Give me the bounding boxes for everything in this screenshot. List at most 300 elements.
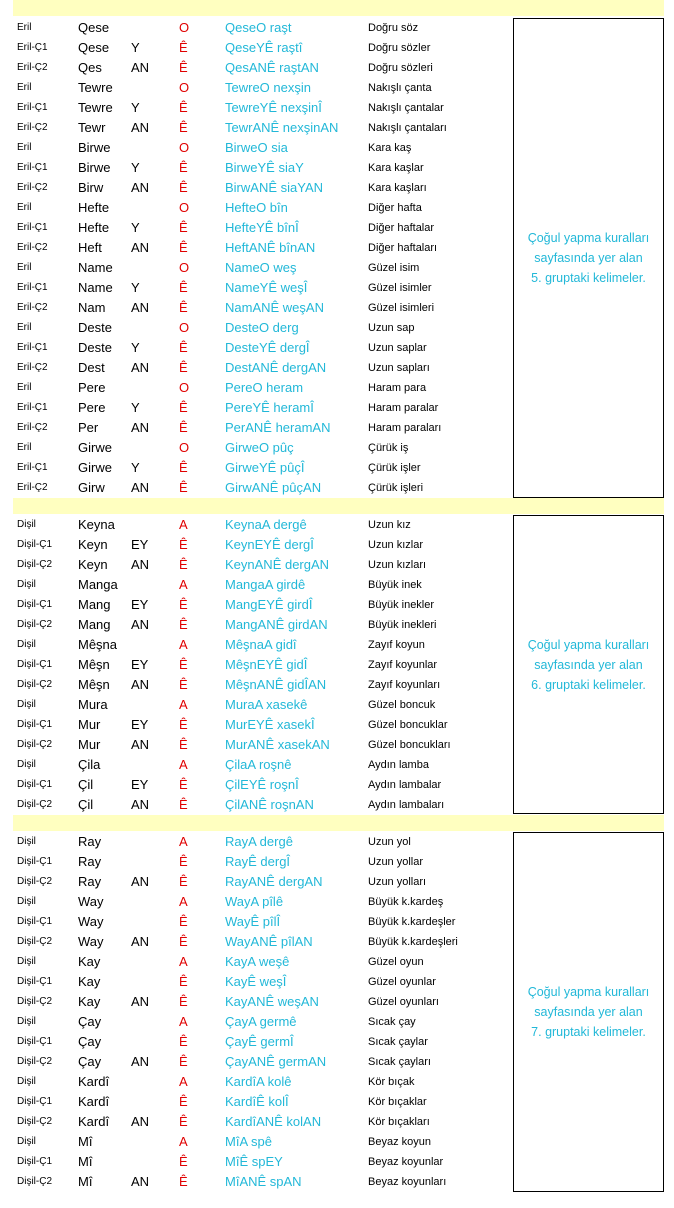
ending-cell: Ê [179,677,188,692]
turkish-translation-cell: Nakışlı çantalar [368,102,444,114]
turkish-translation-cell: Kara kaşları [368,182,427,194]
stem-cell: Mêşn [78,677,110,692]
turkish-translation-cell: Büyük inekleri [368,619,437,631]
stem-cell: Kay [78,954,101,969]
separator-band [13,815,664,831]
category-cell: Dişil [17,699,36,710]
table-row [0,1092,510,1112]
table-row [0,1172,510,1192]
category-cell: Eril-Ç2 [17,62,48,73]
ending-cell: A [179,697,188,712]
turkish-translation-cell: Kara kaşlar [368,162,424,174]
stem-cell: Çay [78,1054,102,1069]
table-row [0,655,510,675]
stem-cell: Way [78,894,104,909]
ending-cell: Ê [179,1154,188,1169]
table-row [0,972,510,992]
table-row [0,715,510,735]
kurdish-phrase-cell: KardîA kolê [225,1074,292,1089]
kurdish-phrase-cell: KeynEYÊ dergÎ [225,537,314,552]
category-cell: Eril-Ç2 [17,122,48,133]
suffix-cell: EY [131,537,149,552]
table-row [0,852,510,872]
turkish-translation-cell: Doğru sözleri [368,62,433,74]
category-cell: Eril [17,322,32,333]
kurdish-phrase-cell: ÇayA germê [225,1014,297,1029]
turkish-translation-cell: Büyük k.kardeşleri [368,936,458,948]
turkish-translation-cell: Uzun saplar [368,342,427,354]
category-cell: Dişil-Ç1 [17,659,52,670]
table-row [0,832,510,852]
turkish-translation-cell: Güzel boncuklar [368,719,448,731]
turkish-translation-cell: Uzun sapları [368,362,430,374]
turkish-translation-cell: Beyaz koyunları [368,1176,447,1188]
stem-cell: Way [78,934,104,949]
kurdish-phrase-cell: RayA dergê [225,834,293,849]
ending-cell: Ê [179,120,188,135]
kurdish-phrase-cell: BirwANÊ siaYAN [225,180,324,195]
stem-cell: Deste [78,320,112,335]
turkish-translation-cell: Aydın lambaları [368,799,445,811]
stem-cell: Mî [78,1174,93,1189]
stem-cell: Ray [78,834,102,849]
category-cell: Eril-Ç1 [17,102,48,113]
turkish-translation-cell: Uzun sap [368,322,415,334]
ending-cell: Ê [179,60,188,75]
turkish-translation-cell: Nakışlı çantaları [368,122,447,134]
table-row [0,952,510,972]
suffix-cell: AN [131,677,150,692]
table-row [0,1052,510,1072]
kurdish-phrase-cell: TewreO nexşin [225,80,311,95]
ending-cell: O [179,200,190,215]
kurdish-phrase-cell: MuraA xasekê [225,697,308,712]
stem-cell: Kay [78,994,101,1009]
stem-cell: Hefte [78,200,110,215]
table-row [0,992,510,1012]
table-row [0,535,510,555]
kurdish-phrase-cell: TewrANÊ nexşinAN [225,120,339,135]
category-cell: Dişil-Ç2 [17,679,52,690]
separator-band [13,498,664,514]
category-cell: Eril [17,202,32,213]
turkish-translation-cell: Güzel oyunları [368,996,439,1008]
turkish-translation-cell: Diğer hafta [368,202,422,214]
turkish-translation-cell: Çürük iş [368,442,409,454]
stem-cell: Pere [78,400,106,415]
table-row [0,635,510,655]
ending-cell: O [179,80,190,95]
category-cell: Dişil-Ç1 [17,916,52,927]
table-row [0,198,510,218]
ending-cell: Ê [179,974,188,989]
kurdish-phrase-cell: DesteYÊ dergÎ [225,340,310,355]
ending-cell: A [179,894,188,909]
turkish-translation-cell: Sıcak çay [368,1016,416,1028]
ending-cell: Ê [179,480,188,495]
stem-cell: Keyn [78,557,108,572]
stem-cell: Manga [78,577,118,592]
category-cell: Dişil-Ç2 [17,996,52,1007]
turkish-translation-cell: Zayıf koyunları [368,679,441,691]
kurdish-phrase-cell: MurEYÊ xasekÎ [225,717,315,732]
category-cell: Dişil-Ç1 [17,856,52,867]
turkish-translation-cell: Güzel boncuk [368,699,436,711]
kurdish-phrase-cell: WayA pîlê [225,894,284,909]
ending-cell: Ê [179,1094,188,1109]
turkish-translation-cell: Çürük işleri [368,482,424,494]
table-row [0,258,510,278]
category-cell: Dişil [17,896,36,907]
turkish-translation-cell: Kör bıçak [368,1076,415,1088]
ending-cell: Ê [179,914,188,929]
category-cell: Eril-Ç1 [17,402,48,413]
kurdish-phrase-cell: WayÊ pîlÎ [225,914,281,929]
stem-cell: Birwe [78,160,111,175]
ending-cell: O [179,140,190,155]
table-row [0,418,510,438]
kurdish-phrase-cell: MêşnaA gidî [225,637,297,652]
turkish-translation-cell: Haram paralar [368,402,439,414]
stem-cell: Nam [78,300,106,315]
table-row [0,912,510,932]
table-row [0,615,510,635]
turkish-translation-cell: Büyük inek [368,579,422,591]
kurdish-phrase-cell: KayA weşê [225,954,290,969]
suffix-cell: Y [131,220,140,235]
stem-cell: Girwe [78,440,112,455]
table-row [0,178,510,198]
table-row [0,695,510,715]
category-cell: Eril-Ç1 [17,162,48,173]
stem-cell: Keyn [78,537,108,552]
kurdish-phrase-cell: GirweYÊ pûçÎ [225,460,305,475]
category-cell: Dişil-Ç2 [17,1176,52,1187]
ending-cell: A [179,637,188,652]
category-cell: Eril-Ç2 [17,422,48,433]
kurdish-phrase-cell: NamANÊ weşAN [225,300,324,315]
table-row [0,755,510,775]
suffix-cell: EY [131,717,149,732]
suffix-cell: AN [131,120,150,135]
kurdish-phrase-cell: NameO weş [225,260,297,275]
turkish-translation-cell: Uzun yollar [368,856,424,868]
ending-cell: Ê [179,280,188,295]
category-cell: Dişil-Ç1 [17,1156,52,1167]
ending-cell: Ê [179,360,188,375]
turkish-translation-cell: Büyük k.kardeş [368,896,444,908]
kurdish-phrase-cell: GirwANÊ pûçAN [225,480,322,495]
kurdish-phrase-cell: DesteO derg [225,320,299,335]
stem-cell: Tewr [78,120,106,135]
table-row [0,575,510,595]
stem-cell: Hefte [78,220,110,235]
kurdish-phrase-cell: KayÊ weşÎ [225,974,287,989]
stem-cell: Çay [78,1034,102,1049]
suffix-cell: AN [131,60,150,75]
table-row [0,1072,510,1092]
ending-cell: A [179,1074,188,1089]
ending-cell: Ê [179,537,188,552]
kurdish-phrase-cell: BirweO sia [225,140,288,155]
table-row [0,278,510,298]
turkish-translation-cell: Güzel isimler [368,282,432,294]
category-cell: Dişil [17,579,36,590]
kurdish-phrase-cell: BirweYÊ siaY [225,160,304,175]
ending-cell: O [179,440,190,455]
suffix-cell: AN [131,1174,150,1189]
table-row [0,872,510,892]
kurdish-phrase-cell: MîÊ spEY [225,1154,283,1169]
ending-cell: Ê [179,400,188,415]
category-cell: Eril-Ç2 [17,482,48,493]
ending-cell: Ê [179,460,188,475]
kurdish-phrase-cell: QesANÊ raştAN [225,60,319,75]
ending-cell: O [179,380,190,395]
table-row [0,158,510,178]
group-note [513,832,664,1192]
turkish-translation-cell: Güzel isimleri [368,302,435,314]
table-row [0,1112,510,1132]
suffix-cell: AN [131,240,150,255]
stem-cell: Ray [78,854,102,869]
suffix-cell: AN [131,360,150,375]
turkish-translation-cell: Büyük inekler [368,599,435,611]
suffix-cell: EY [131,777,149,792]
turkish-translation-cell: Kara kaş [368,142,412,154]
kurdish-phrase-cell: ÇayANÊ germAN [225,1054,327,1069]
stem-cell: Heft [78,240,102,255]
turkish-translation-cell: Diğer haftalar [368,222,435,234]
suffix-cell: AN [131,1114,150,1129]
stem-cell: Mêşn [78,657,110,672]
kurdish-phrase-cell: PerANÊ heramAN [225,420,331,435]
turkish-translation-cell: Çürük işler [368,462,421,474]
ending-cell: Ê [179,874,188,889]
stem-cell: Mur [78,717,101,732]
suffix-cell: AN [131,617,150,632]
ending-cell: Ê [179,854,188,869]
ending-cell: Ê [179,994,188,1009]
category-cell: Dişil [17,519,36,530]
group-note [513,515,664,814]
stem-cell: Tewre [78,80,113,95]
group-note-text: Çoğul yapma kuralları sayfasında yer alan 6. gruptaki kelimeler. [527,637,650,692]
kurdish-phrase-cell: ÇilEYÊ roşnÎ [225,777,299,792]
ending-cell: Ê [179,1174,188,1189]
kurdish-phrase-cell: NameYÊ weşÎ [225,280,308,295]
ending-cell: A [179,757,188,772]
suffix-cell: EY [131,657,149,672]
table-row [0,38,510,58]
category-cell: Eril-Ç1 [17,462,48,473]
turkish-translation-cell: Haram para [368,382,427,394]
kurdish-phrase-cell: RayÊ dergÎ [225,854,291,869]
stem-cell: Keyna [78,517,115,532]
kurdish-phrase-cell: PereYÊ heramÎ [225,400,314,415]
kurdish-phrase-cell: KeynANÊ dergAN [225,557,330,572]
turkish-translation-cell: Uzun kızlar [368,539,424,551]
category-cell: Eril [17,442,32,453]
turkish-translation-cell: Uzun yolları [368,876,427,888]
turkish-translation-cell: Uzun yol [368,836,411,848]
group-note-text: Çoğul yapma kuralları sayfasında yer alan 7. gruptaki kelimeler. [527,985,650,1039]
table-row [0,515,510,535]
kurdish-phrase-cell: MangEYÊ girdÎ [225,597,313,612]
ending-cell: Ê [179,934,188,949]
table-row [0,1132,510,1152]
stem-cell: Pere [78,380,106,395]
suffix-cell: AN [131,180,150,195]
suffix-cell: Y [131,460,140,475]
stem-cell: Ray [78,874,102,889]
kurdish-phrase-cell: KeynaA dergê [225,517,307,532]
stem-cell: Çay [78,1014,102,1029]
table-row [0,438,510,458]
kurdish-phrase-cell: KayANÊ weşAN [225,994,319,1009]
stem-cell: Way [78,914,104,929]
stem-cell: Name [78,260,113,275]
stem-cell: Girw [78,480,105,495]
turkish-translation-cell: Diğer haftaları [368,242,438,254]
ending-cell: Ê [179,40,188,55]
table-row [0,298,510,318]
suffix-cell: Y [131,40,140,55]
stem-cell: Kardî [78,1074,110,1089]
group-note [513,18,664,498]
suffix-cell: AN [131,420,150,435]
table-row [0,1152,510,1172]
category-cell: Dişil-Ç1 [17,1096,52,1107]
category-cell: Dişil-Ç1 [17,779,52,790]
stem-cell: Birwe [78,140,111,155]
category-cell: Dişil [17,1076,36,1087]
ending-cell: A [179,517,188,532]
category-cell: Dişil-Ç1 [17,719,52,730]
ending-cell: A [179,834,188,849]
category-cell: Eril-Ç1 [17,282,48,293]
kurdish-phrase-cell: TewreYÊ nexşinÎ [225,100,322,115]
category-cell: Eril [17,82,32,93]
category-cell: Eril-Ç1 [17,42,48,53]
table-row [0,458,510,478]
suffix-cell: AN [131,557,150,572]
category-cell: Dişil-Ç1 [17,1036,52,1047]
stem-cell: Çil [78,777,94,792]
ending-cell: Ê [179,657,188,672]
table-row [0,18,510,38]
category-cell: Dişil-Ç2 [17,1116,52,1127]
suffix-cell: AN [131,874,150,889]
category-cell: Eril [17,382,32,393]
stem-cell: Name [78,280,113,295]
table-row [0,98,510,118]
ending-cell: Ê [179,597,188,612]
table-row [0,358,510,378]
stem-cell: Deste [78,340,112,355]
kurdish-phrase-cell: MangANÊ girdAN [225,617,328,632]
stem-cell: Mur [78,737,101,752]
ending-cell: A [179,577,188,592]
ending-cell: O [179,320,190,335]
category-cell: Dişil-Ç2 [17,619,52,630]
suffix-cell: AN [131,797,150,812]
turkish-translation-cell: Doğru söz [368,22,419,34]
kurdish-phrase-cell: RayANÊ dergAN [225,874,323,889]
stem-cell: Birw [78,180,104,195]
stem-cell: Mî [78,1134,93,1149]
ending-cell: Ê [179,1034,188,1049]
ending-cell: A [179,954,188,969]
ending-cell: Ê [179,737,188,752]
category-cell: Eril-Ç2 [17,182,48,193]
kurdish-phrase-cell: HefteYÊ bînÎ [225,220,299,235]
stem-cell: Mura [78,697,108,712]
kurdish-phrase-cell: MurANÊ xasekAN [225,737,330,752]
stem-cell: Qese [78,40,110,55]
stem-cell: Çila [78,757,101,772]
separator-band [13,0,664,16]
suffix-cell: AN [131,480,150,495]
stem-cell: Dest [78,360,105,375]
stem-cell: Qes [78,60,102,75]
turkish-translation-cell: Doğru sözler [368,42,431,54]
table-row [0,318,510,338]
turkish-translation-cell: Aydın lamba [368,759,429,771]
suffix-cell: Y [131,280,140,295]
turkish-translation-cell: Kör bıçaklar [368,1096,427,1108]
ending-cell: Ê [179,420,188,435]
category-cell: Eril-Ç2 [17,362,48,373]
stem-cell: Kay [78,974,101,989]
ending-cell: Ê [179,617,188,632]
table-row [0,58,510,78]
category-cell: Dişil-Ç2 [17,876,52,887]
stem-cell: Qese [78,20,110,35]
ending-cell: Ê [179,797,188,812]
category-cell: Dişil-Ç1 [17,539,52,550]
kurdish-phrase-cell: PereO heram [225,380,304,395]
ending-cell: Ê [179,340,188,355]
category-cell: Eril [17,262,32,273]
ending-cell: A [179,1014,188,1029]
category-cell: Eril-Ç1 [17,342,48,353]
kurdish-phrase-cell: MangaA girdê [225,577,306,592]
category-cell: Dişil [17,759,36,770]
turkish-translation-cell: Nakışlı çanta [368,82,432,94]
table-row [0,478,510,498]
suffix-cell: Y [131,400,140,415]
table-row [0,795,510,815]
turkish-translation-cell: Beyaz koyun [368,1136,431,1148]
ending-cell: Ê [179,557,188,572]
category-cell: Dişil [17,639,36,650]
ending-cell: Ê [179,240,188,255]
turkish-translation-cell: Kör bıçakları [368,1116,430,1128]
kurdish-phrase-cell: ÇilaA roşnê [225,757,292,772]
category-cell: Dişil [17,1136,36,1147]
suffix-cell: AN [131,737,150,752]
suffix-cell: Y [131,100,140,115]
table-row [0,138,510,158]
stem-cell: Mî [78,1154,93,1169]
table-row [0,932,510,952]
turkish-translation-cell: Beyaz koyunlar [368,1156,444,1168]
ending-cell: Ê [179,300,188,315]
turkish-translation-cell: Uzun kızları [368,559,427,571]
category-cell: Dişil-Ç2 [17,1056,52,1067]
category-cell: Eril [17,22,32,33]
